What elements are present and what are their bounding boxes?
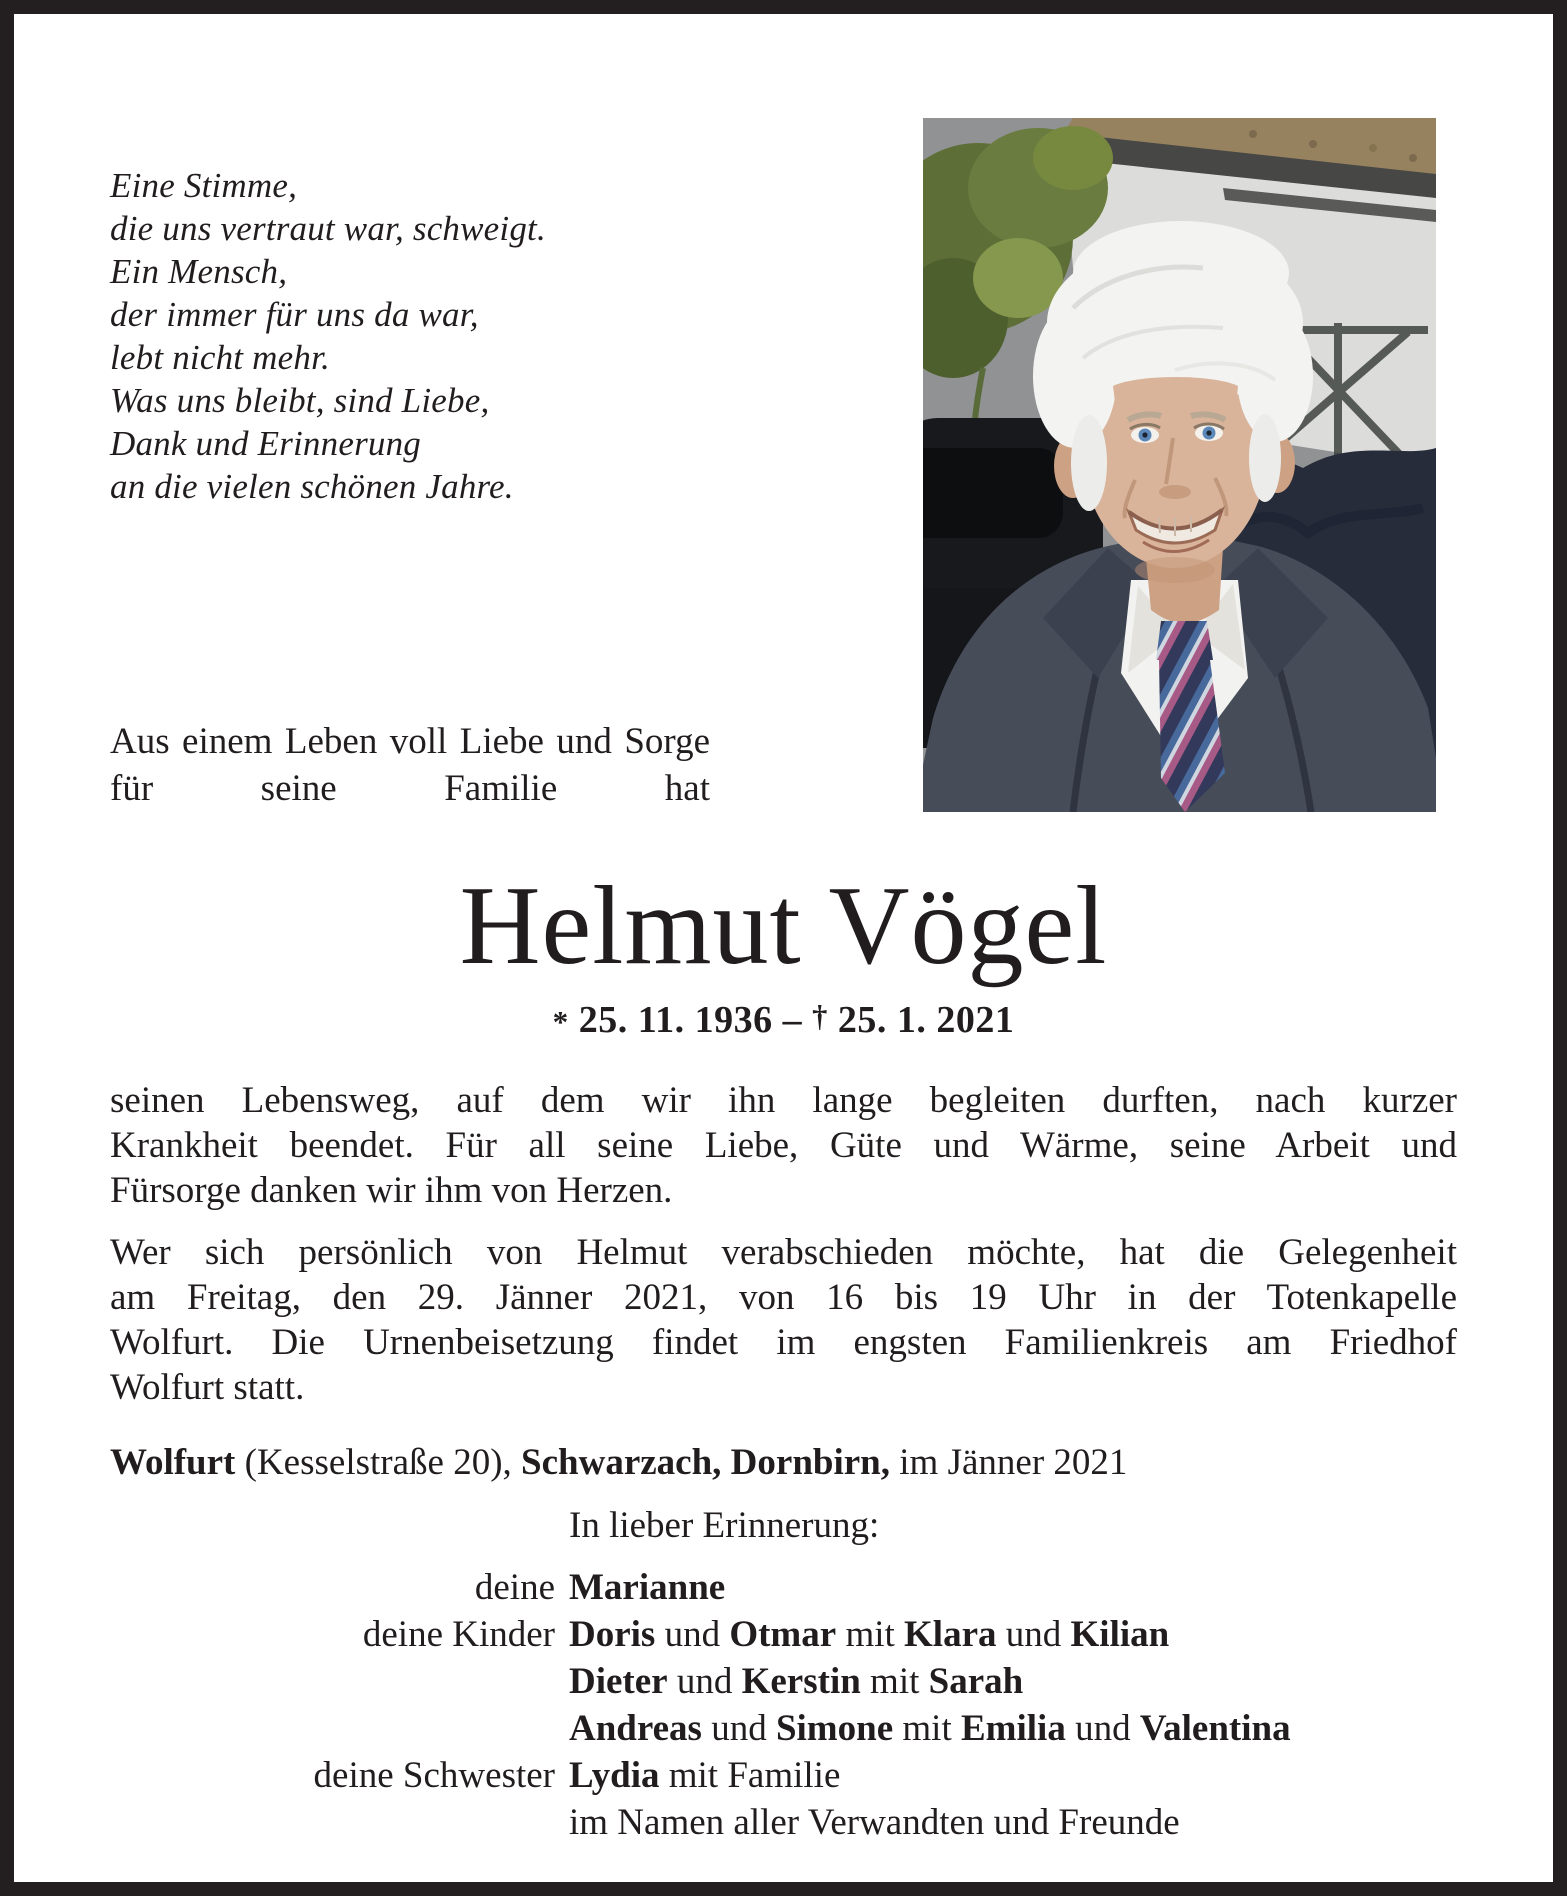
- remembrance-heading: In lieber Erinnerung:: [569, 1505, 880, 1546]
- remembrance-row: [110, 1799, 1505, 1846]
- obituary-paragraph-2: Wer sich persönlich von Helmut verabschieden möchte, hat die Gelegenheit am Freitag, den 29. Jänner 2021, von 16 bis 19 Uhr in der Totenkapelle Wolfurt. Die Urnenbeisetzung findet im engsten Familienkreis am Friedhof Wolfurt statt.: [110, 1232, 1457, 1408]
- remembrance-row-names: Marianne: [569, 1567, 726, 1608]
- portrait-photo: [923, 118, 1436, 812]
- remembrance-list: [110, 1564, 1505, 1846]
- remembrance-row-names: im Namen aller Verwandten und Freunde: [569, 1802, 1180, 1843]
- remembrance-row-label: [110, 1705, 569, 1752]
- life-dates: * 25. 11. 1936 – † 25. 1. 2021: [552, 999, 1015, 1041]
- remembrance-row-names: Andreas und Simone mit Emilia und Valentina: [569, 1708, 1291, 1749]
- remembrance-row-label: deine Kinder: [362, 1614, 555, 1655]
- deceased-name: Helmut Vögel: [459, 864, 1108, 988]
- obituary-paragraph-1: seinen Lebensweg, auf dem wir ihn lange begleiten durften, nach kurzer Krankheit beendet. Für all seine Liebe, Güte und Wärme, seine Arbeit und Fürsorge danken wir ihm von Herzen.: [110, 1080, 1457, 1211]
- poem: Eine Stimme, die uns vertraut war, schweigt. Ein Mensch, der immer für uns da war, lebt nicht mehr. Was uns bleibt, sind Liebe, Dank und Erinnerung an die vielen schönen Jahre.: [110, 166, 546, 506]
- remembrance-row: [110, 1752, 1505, 1799]
- remembrance-row-names: Doris und Otmar mit Klara und Kilian: [569, 1614, 1170, 1655]
- remembrance-heading-row: [110, 1502, 1505, 1549]
- remembrance-row: [110, 1658, 1505, 1705]
- portrait-photo-svg: [923, 118, 1436, 812]
- remembrance-heading-spacer: [110, 1502, 569, 1549]
- remembrance-row-names: Dieter und Kerstin mit Sarah: [569, 1661, 1024, 1702]
- remembrance-row-label: [110, 1658, 569, 1705]
- remembrance-row: [110, 1705, 1505, 1752]
- cities-line: Wolfurt (Kesselstraße 20), Schwarzach, Dornbirn, im Jänner 2021: [110, 1442, 1128, 1483]
- intro-text: Aus einem Leben voll Liebe und Sorge für seine Familie hat: [110, 721, 710, 809]
- remembrance-row: [110, 1564, 1505, 1611]
- remembrance-row: [110, 1611, 1505, 1658]
- remembrance-row-label: [110, 1799, 569, 1846]
- remembrance-row-names: Lydia mit Familie: [569, 1755, 841, 1796]
- remembrance-row-label: deine: [474, 1567, 555, 1608]
- remembrance-section: [110, 1502, 1505, 1846]
- remembrance-row-label: deine Schwester: [313, 1755, 555, 1796]
